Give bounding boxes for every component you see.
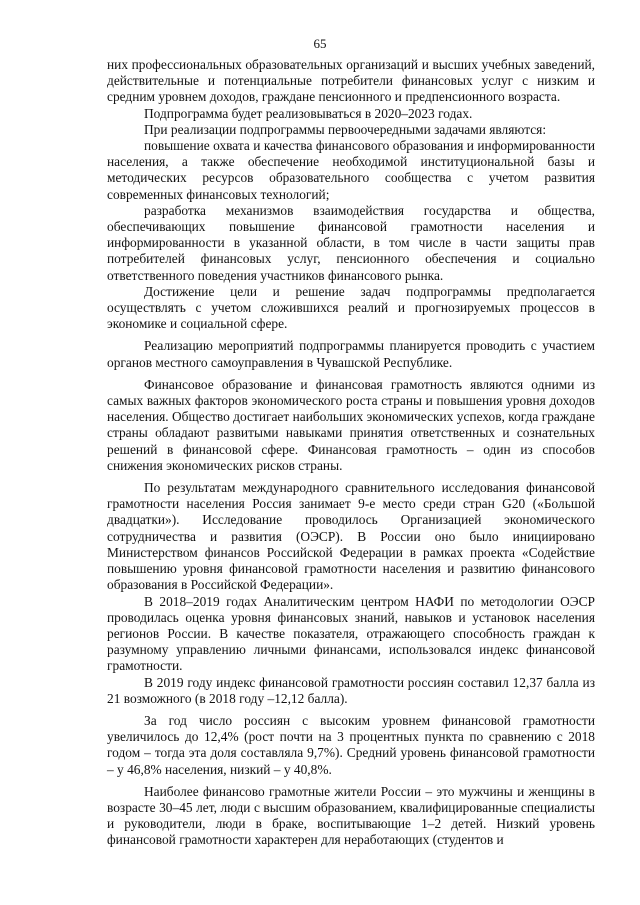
- paragraph: Подпрограмма будет реализовываться в 2020–2023 годах.: [144, 105, 473, 121]
- paragraph: разработка механизмов взаимодействия государства и общества, обеспечивающих повышение финансовой грамотности населения и информированности в указанной области, в том числе в части защиты прав потребителей финансовых услуг, пенсионного обеспечения и социально ответственного поведения участников финансового рынка.: [107, 202, 595, 283]
- paragraph: При реализации подпрограммы первоочередными задачами являются:: [144, 121, 547, 137]
- paragraph: Финансовое образование и финансовая грамотность являются одними из самых важных факторов экономического роста страны и повышения уровня доходов населения. Общество достигает наибольших экономических успехов, когда граждане страны обладают развитыми навыками принятия ответственных и сознательных решений в финансовой сфере. Финансовая грамотность – один из способов снижения экономических рисков страны.: [107, 376, 595, 473]
- paragraph: Наиболее финансово грамотные жители России – это мужчины и женщины в возрасте 30–45 лет, люди с высшим образованием, квалифицированные специалисты и руководители, люди в браке, воспитывающие 1–2 детей. Низкий уровень финансовой грамотности характерен для неработающих (студентов и: [107, 783, 595, 848]
- document-body: [107, 57, 595, 849]
- paragraph: По результатам международного сравнительного исследования финансовой грамотности населения Россия занимает 9-е место среди стран G20 («Большой двадцатки»). Исследование проводилось Организацией экономического сотрудничества и развития (ОЭСР). В России оно было инициировано Министерством финансов Российской Федерации в рамках проекта «Содействие повышению уровня финансовой грамотности населения и развитию финансового образования в Российской Федерации».: [107, 480, 595, 593]
- page-number: 65: [313, 36, 327, 51]
- paragraph: Достижение цели и решение задач подпрограммы предполагается осуществлять с учетом сложившихся реалий и прогнозируемых процессов в экономике и социальной сфере.: [107, 283, 595, 332]
- paragraph: Реализацию мероприятий подпрограммы планируется проводить с участием органов местного самоуправления в Чувашской Республике.: [107, 338, 595, 370]
- paragraph: За год число россиян с высоким уровнем финансовой грамотности увеличилось до 12,4% (рост почти на 3 процентных пункта по сравнению с 2018 годом – тогда эта доля составляла 9,7%). Средний уровень финансовой грамотности – у 46,8% населения, низкий – у 40,8%.: [107, 712, 595, 777]
- paragraph: них профессиональных образовательных организаций и высших учебных заведений, действительные и потенциальные потребители финансовых услуг с низким и средним уровнем доходов, граждане пенсионного и предпенсионного возраста.: [107, 57, 595, 105]
- paragraph: повышение охвата и качества финансового образования и информированности населения, а также обеспечение необходимой институциональной базы и методических ресурсов образовательного сообщества с учетом развития современных финансовых технологий;: [107, 138, 595, 202]
- paragraph: В 2018–2019 годах Аналитическим центром НАФИ по методологии ОЭСР проводилась оценка уровня финансовых знаний, навыков и установок населения регионов России. В качестве показателя, отражающего способность граждан к разумному управлению личными финансами, использовался индекс финансовой грамотности.: [107, 593, 595, 674]
- paragraph: В 2019 году индекс финансовой грамотности россиян составил 12,37 балла из 21 возможного (в 2018 году –12,12 балла).: [107, 674, 595, 706]
